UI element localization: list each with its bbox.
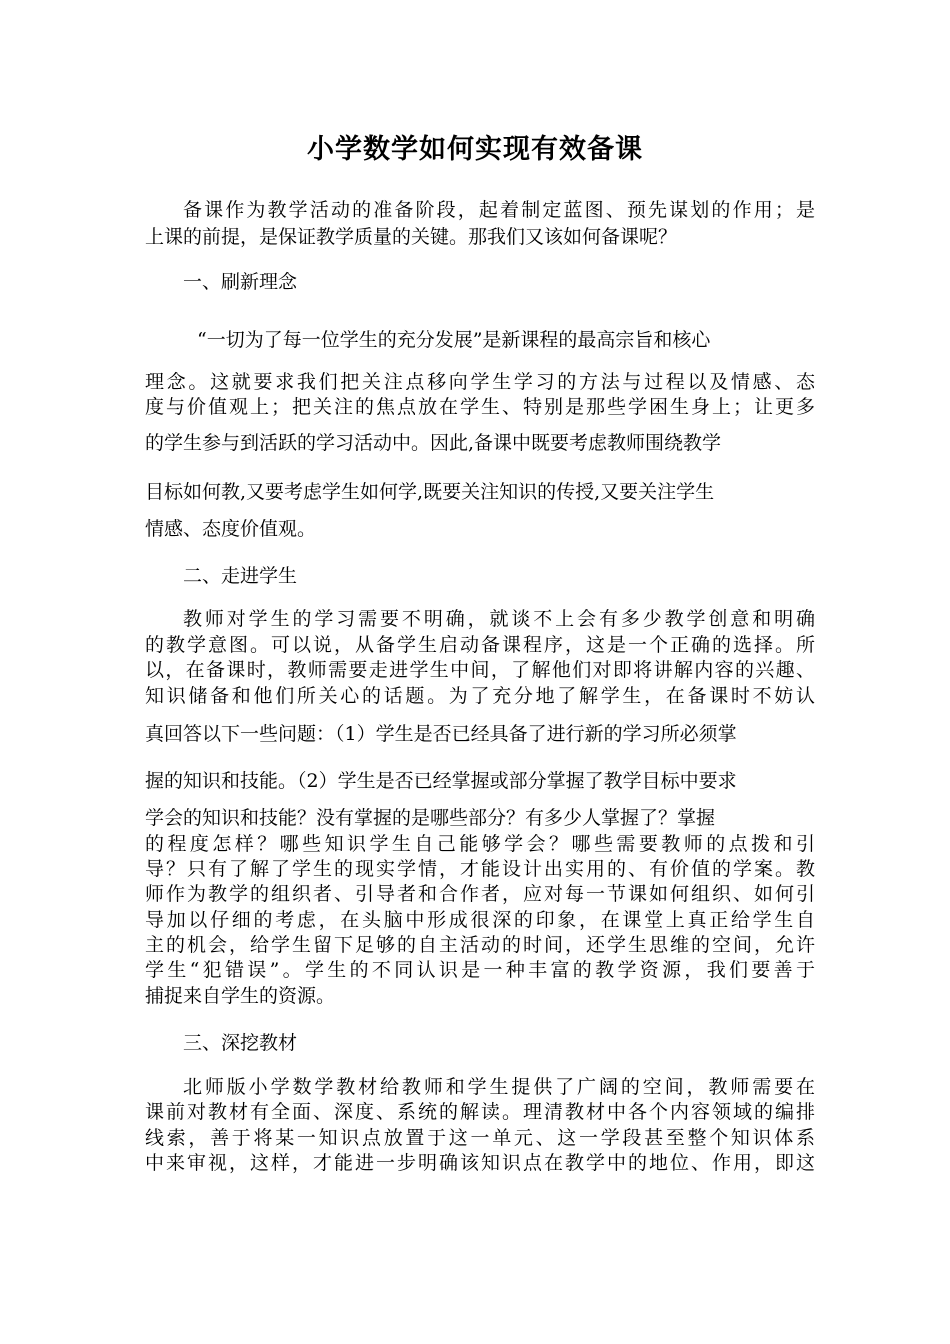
paragraph-line: 导？只有了解了学生的现实学情，才能设计出实用的、有价值的学案。教 bbox=[145, 858, 815, 880]
section-heading: 三、深挖教材 bbox=[183, 1032, 298, 1054]
paragraph-line: 的教学意图。可以说，从备学生启动备课程序，这是一个正确的选择。所 bbox=[145, 634, 815, 656]
paragraph-line: 上课的前提，是保证教学质量的关键。那我们又该如何备课呢？ bbox=[145, 226, 678, 248]
paragraph-line: 的学生参与到活跃的学习活动中。因此,备课中既要考虑教师围绕教学 bbox=[145, 432, 722, 454]
paragraph-line: 导加以仔细的考虑，在头脑中形成很深的印象，在课堂上真正给学生自 bbox=[145, 909, 815, 931]
paragraph-line: 课前对教材有全面、深度、系统的解读。理清教材中各个内容领域的编排 bbox=[145, 1101, 815, 1123]
paragraph-line: 握的知识和技能。（2）学生是否已经掌握或部分掌握了教学目标中要求 bbox=[145, 770, 737, 792]
paragraph-line: 理念。这就要求我们把关注点移向学生学习的方法与过程以及情感、态 bbox=[145, 371, 815, 393]
paragraph-line: 主的机会，给学生留下足够的自主活动的时间，还学生思维的空间，允许 bbox=[145, 934, 815, 956]
paragraph-line: 北师版小学数学教材给教师和学生提供了广阔的空间，教师需要在 bbox=[183, 1076, 815, 1098]
paragraph-line: 学生“犯错误”。学生的不同认识是一种丰富的教学资源，我们要善于 bbox=[145, 959, 815, 981]
section-heading: 一、刷新理念 bbox=[183, 271, 298, 293]
paragraph-line: 师作为教学的组织者、引导者和合作者，应对每一节课如何组织、如何引 bbox=[145, 883, 815, 905]
paragraph-line: 备课作为教学活动的准备阶段，起着制定蓝图、预先谋划的作用；是 bbox=[183, 199, 815, 221]
paragraph-line: 度与价值观上；把关注的焦点放在学生、特别是那些学困生身上；让更多 bbox=[145, 396, 815, 418]
paragraph-line: 的程度怎样？哪些知识学生自己能够学会？哪些需要教师的点拨和引 bbox=[145, 833, 815, 855]
document-title: 小学数学如何实现有效备课 bbox=[307, 134, 643, 165]
paragraph-line: 捕捉来自学生的资源。 bbox=[145, 985, 336, 1007]
paragraph-line: 中来审视，这样，才能进一步明确该知识点在教学中的地位、作用，即这 bbox=[145, 1152, 815, 1174]
paragraph-line: 教师对学生的学习需要不明确，就谈不上会有多少教学创意和明确 bbox=[183, 608, 815, 630]
paragraph-line: 真回答以下一些问题：（1）学生是否已经具备了进行新的学习所必须掌 bbox=[145, 723, 737, 745]
paragraph-line: “一切为了每一位学生的充分发展”是新课程的最高宗旨和核心 bbox=[197, 329, 711, 351]
paragraph-line: 知识储备和他们所关心的话题。为了充分地了解学生，在备课时不妨认 bbox=[145, 685, 815, 707]
paragraph-line: 以，在备课时，教师需要走进学生中间，了解他们对即将讲解内容的兴趣、 bbox=[145, 659, 815, 681]
paragraph-line: 学会的知识和技能？没有掌握的是哪些部分？有多少人掌握了？掌握 bbox=[145, 807, 716, 829]
section-heading: 二、走进学生 bbox=[183, 565, 298, 587]
paragraph-line: 线索，善于将某一知识点放置于这一单元、这一学段甚至整个知识体系 bbox=[145, 1127, 815, 1149]
paragraph-line: 目标如何教,又要考虑学生如何学,既要关注知识的传授,又要关注学生 bbox=[145, 481, 715, 503]
paragraph-line: 情感、态度价值观。 bbox=[145, 518, 317, 540]
